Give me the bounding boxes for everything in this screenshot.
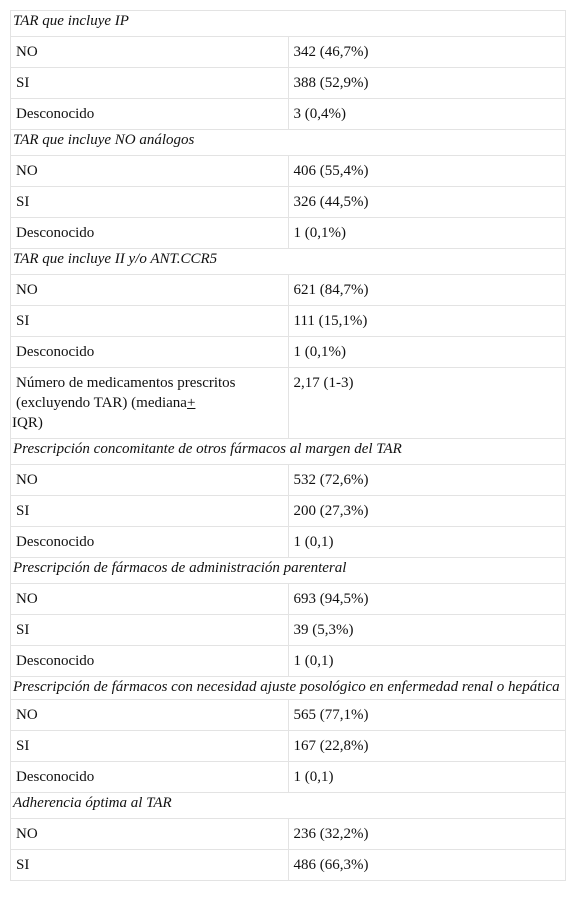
table-row bbox=[11, 465, 566, 496]
row-value: 388 (52,9%) bbox=[288, 68, 566, 99]
table-row bbox=[11, 850, 566, 881]
row-label: Desconocido bbox=[11, 527, 289, 558]
row-label: SI bbox=[11, 615, 289, 646]
median-label-text: Número de medicamentos prescritos (excluyendo TAR) (mediana bbox=[16, 375, 236, 411]
table-row bbox=[11, 99, 566, 130]
table-row bbox=[11, 68, 566, 99]
plus-minus-symbol: + bbox=[186, 395, 196, 411]
median-medications-value: 2,17 (1-3) bbox=[288, 368, 566, 439]
section-title: Prescripción de fármacos de administración parenteral bbox=[11, 558, 566, 584]
table-row bbox=[11, 306, 566, 337]
row-value: 200 (27,3%) bbox=[288, 496, 566, 527]
row-value: 111 (15,1%) bbox=[288, 306, 566, 337]
table-row bbox=[11, 646, 566, 677]
row-value: 236 (32,2%) bbox=[288, 819, 566, 850]
row-label: Desconocido bbox=[11, 762, 289, 793]
row-label: Desconocido bbox=[11, 646, 289, 677]
row-value: 326 (44,5%) bbox=[288, 187, 566, 218]
section-header-row bbox=[11, 130, 566, 156]
section-header-row bbox=[11, 793, 566, 819]
row-label: SI bbox=[11, 68, 289, 99]
table-row bbox=[11, 731, 566, 762]
row-label: SI bbox=[11, 496, 289, 527]
section-title: TAR que incluye NO análogos bbox=[11, 130, 566, 156]
section-header-row bbox=[11, 439, 566, 465]
table-row bbox=[11, 762, 566, 793]
row-value: 565 (77,1%) bbox=[288, 700, 566, 731]
median-medications-label bbox=[11, 368, 289, 439]
table-row bbox=[11, 584, 566, 615]
data-table bbox=[10, 10, 566, 881]
section-title: TAR que incluye IP bbox=[11, 11, 566, 37]
row-label: Desconocido bbox=[11, 99, 289, 130]
row-label: SI bbox=[11, 850, 289, 881]
section-header-row bbox=[11, 249, 566, 275]
row-label: NO bbox=[11, 584, 289, 615]
row-label: SI bbox=[11, 187, 289, 218]
section-header-row bbox=[11, 677, 566, 700]
row-value: 1 (0,1) bbox=[288, 646, 566, 677]
table-row bbox=[11, 275, 566, 306]
table-row bbox=[11, 337, 566, 368]
row-label: NO bbox=[11, 465, 289, 496]
row-value: 167 (22,8%) bbox=[288, 731, 566, 762]
section-title: Prescripción concomitante de otros fármacos al margen del TAR bbox=[11, 439, 566, 465]
row-value: 693 (94,5%) bbox=[288, 584, 566, 615]
row-value: 1 (0,1) bbox=[288, 527, 566, 558]
table-row bbox=[11, 496, 566, 527]
median-medications-row bbox=[11, 368, 566, 439]
row-value: 532 (72,6%) bbox=[288, 465, 566, 496]
row-value: 1 (0,1%) bbox=[288, 337, 566, 368]
median-label-continuation: IQR) bbox=[12, 415, 43, 431]
table-row bbox=[11, 527, 566, 558]
table-row bbox=[11, 819, 566, 850]
section-title: TAR que incluye II y/o ANT.CCR5 bbox=[11, 249, 566, 275]
row-label: SI bbox=[11, 306, 289, 337]
table-row bbox=[11, 218, 566, 249]
row-value: 1 (0,1%) bbox=[288, 218, 566, 249]
row-label: Desconocido bbox=[11, 337, 289, 368]
row-label: NO bbox=[11, 819, 289, 850]
table-row bbox=[11, 187, 566, 218]
table-row bbox=[11, 700, 566, 731]
row-value: 406 (55,4%) bbox=[288, 156, 566, 187]
table-row bbox=[11, 156, 566, 187]
table-row bbox=[11, 615, 566, 646]
row-value: 342 (46,7%) bbox=[288, 37, 566, 68]
section-title: Adherencia óptima al TAR bbox=[11, 793, 566, 819]
row-label: NO bbox=[11, 156, 289, 187]
row-value: 621 (84,7%) bbox=[288, 275, 566, 306]
row-value: 39 (5,3%) bbox=[288, 615, 566, 646]
section-header-row bbox=[11, 11, 566, 37]
row-label: NO bbox=[11, 700, 289, 731]
row-value: 3 (0,4%) bbox=[288, 99, 566, 130]
row-label: Desconocido bbox=[11, 218, 289, 249]
row-label: SI bbox=[11, 731, 289, 762]
row-value: 486 (66,3%) bbox=[288, 850, 566, 881]
table-row bbox=[11, 37, 566, 68]
row-label: NO bbox=[11, 275, 289, 306]
row-label: NO bbox=[11, 37, 289, 68]
section-header-row bbox=[11, 558, 566, 584]
section-title: Prescripción de fármacos con necesidad ajuste posológico en enfermedad renal o hepática bbox=[11, 677, 566, 700]
row-value: 1 (0,1) bbox=[288, 762, 566, 793]
